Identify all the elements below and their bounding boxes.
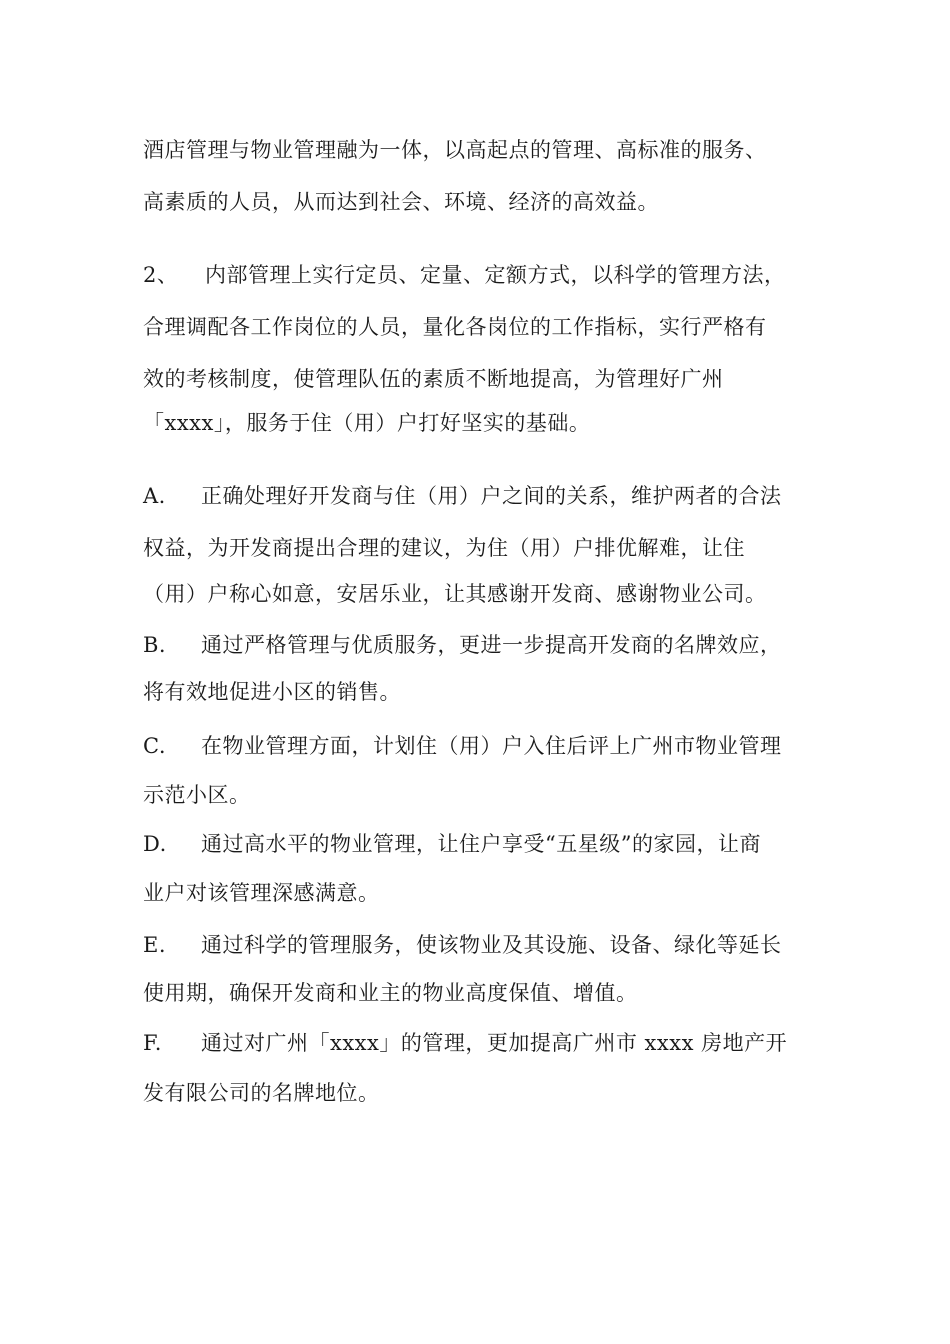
paragraph-1-line-1: 酒店管理与物业管理融为一体，以高起点的管理、高标准的服务、 — [143, 138, 767, 162]
item-c-line-2: 示范小区。 — [143, 783, 251, 807]
item-d-line-2: 业户对该管理深感满意。 — [143, 881, 380, 905]
item-e-line-1 — [143, 932, 782, 958]
paragraph-2-line-2: 合理调配各工作岗位的人员，量化各岗位的工作指标，实行严格有 — [143, 315, 767, 339]
item-a-text-1: 正确处理好开发商与住（用）户之间的关系，维护两者的合法 — [201, 484, 782, 508]
item-d-line-1 — [143, 831, 761, 857]
list-marker-e: E. — [143, 933, 167, 957]
list-marker-f: F. — [143, 1031, 162, 1055]
paragraph-1-line-2: 高素质的人员，从而达到社会、环境、经济的高效益。 — [143, 190, 659, 214]
item-b-line-1 — [143, 632, 782, 658]
paragraph-2-text-1: 内部管理上实行定员、定量、定额方式，以科学的管理方法， — [205, 263, 786, 287]
item-f-line-1 — [143, 1030, 787, 1056]
list-marker-a: A. — [143, 484, 166, 508]
item-b-text-1: 通过严格管理与优质服务，更进一步提高开发商的名牌效应， — [201, 633, 782, 657]
item-a-line-2: 权益，为开发商提出合理的建议，为住（用）户排优解难，让住 — [143, 536, 745, 560]
item-e-text-1: 通过科学的管理服务，使该物业及其设施、设备、绿化等延长 — [201, 933, 782, 957]
item-c-text-1: 在物业管理方面，计划住（用）户入住后评上广州市物业管理 — [201, 734, 782, 758]
paragraph-2-line-3: 效的考核制度，使管理队伍的素质不断地提高，为管理好广州 — [143, 367, 724, 391]
item-b-line-2: 将有效地促进小区的销售。 — [143, 680, 401, 704]
item-f-text-1: 通过对广州「xxxx」的管理，更加提高广州市 xxxx 房地产开 — [201, 1031, 788, 1055]
item-a-line-3: （用）户称心如意，安居乐业，让其感谢开发商、感谢物业公司。 — [143, 582, 767, 606]
paragraph-2-line-1 — [143, 262, 786, 288]
list-marker-b: B. — [143, 633, 167, 657]
list-marker-d: D. — [143, 832, 167, 856]
item-f-line-2: 发有限公司的名牌地位。 — [143, 1081, 380, 1105]
paragraph-2-line-4: 「xxxx」，服务于住（用）户打好坚实的基础。 — [143, 411, 591, 435]
list-marker-c: C. — [143, 734, 166, 758]
item-a-line-1 — [143, 483, 782, 509]
list-marker-2: 2、 — [143, 263, 179, 287]
item-e-line-2: 使用期，确保开发商和业主的物业高度保值、增值。 — [143, 981, 638, 1005]
item-d-text-1: 通过高水平的物业管理，让住户享受“五星级”的家园，让商 — [201, 832, 761, 856]
item-c-line-1 — [143, 733, 782, 759]
